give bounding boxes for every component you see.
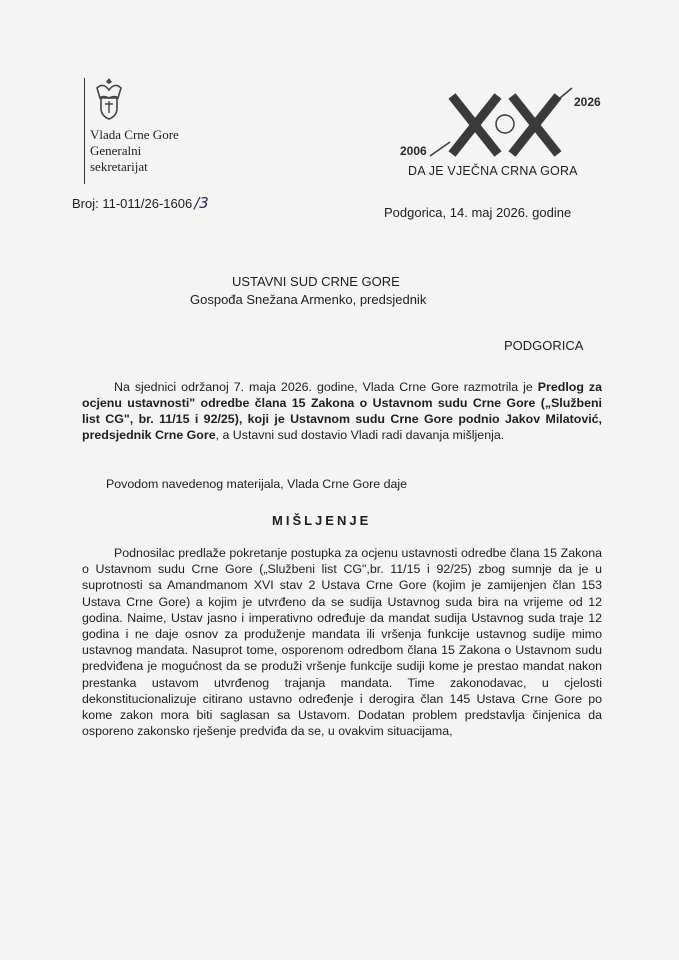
jubilee-motto: DA JE VJEČNA CRNA GORA bbox=[408, 164, 578, 178]
intro-part-c: , a Ustavni sud dostavio Vladi radi davanja mišljenja. bbox=[215, 428, 505, 442]
reference-handwritten-suffix: /3 bbox=[194, 194, 209, 212]
jubilee-year-start: 2006 bbox=[400, 144, 427, 158]
intro-part-bold: Predlog za ocjenu ustavnosti" odredbe člana 15 Zakona o Ustavnom sudu Crne Gore („Službeni list CG", br. 11/15 i 92/25), koji je Ustavnom sudu Crne Gore podnio Jakov Milatović, predsjednik Crne Gore bbox=[82, 380, 603, 442]
jubilee-year-end: 2026 bbox=[574, 95, 601, 109]
place-date: Podgorica, 14. maj 2026. godine bbox=[384, 205, 572, 220]
coat-of-arms-icon bbox=[91, 76, 127, 122]
gov-line-2: Generalni bbox=[90, 143, 142, 158]
paragraph-intro bbox=[82, 379, 602, 443]
intro-part-a: Na sjednici održanoj 7. maja 2026. godine, Vlada Crne Gore razmotrila je bbox=[114, 380, 538, 394]
paragraph-gives: Povodom navedenog materijala, Vlada Crne Gore daje bbox=[106, 477, 407, 491]
recipient-addressee: Gospođa Snežana Armenko, predsjednik bbox=[190, 292, 427, 307]
gov-line-1: Vlada Crne Gore bbox=[90, 127, 179, 142]
emblem-icon bbox=[496, 115, 514, 133]
reference-number bbox=[72, 194, 209, 212]
paragraph-opinion: Podnosilac predlaže pokretanje postupka za ocjenu ustavnosti odredbe člana 15 Zakona o Ustavnom sudu Crne Gore („Službeni list CG",br. 11/15 i 92/25) zbog sumnje da je u suprotnosti sa Amandmanom XVI stav 2 Ustava Crne Gore (kojim je zamijenjen član 153 Ustava Crne Gore) a kojim je utvrđeno da se sudija Ustavnog suda bira na vrijeme od 12 godina. Naime, Ustav jasno i imperativno određuje da mandat sudija Ustavnog suda traje 12 godina i ne daje osnov za produženje mandata ili vršenja funkcije ustavnog sudije mimo ustavnog mandata. Nasuprot tome, osporenom odredbom člana 15 Zakona o Ustavnom sudu predviđena je mogućnost da se produži vršenje funkcije sudiji kome je prestao mandat nakon prestanka ustavom utvrđenog trajanja mandata. Time zakonodavac, u cjelosti dekonstitucionalizuje citirano ustavno određenje i derogira član 145 Ustava Crne Gore po kome zakon mora biti saglasan sa Ustavom. Dodatan problem predstavlja činjenica da osporeno zakonsko rješenje predviđa da se, u ovakvim situacijama, bbox=[82, 546, 602, 739]
opinion-heading: MIŠLJENJE bbox=[272, 513, 372, 528]
reference-number-text: Broj: 11-011/26-1606 bbox=[72, 196, 193, 211]
header-divider bbox=[84, 78, 85, 184]
recipient-court: USTAVNI SUD CRNE GORE bbox=[232, 274, 400, 289]
recipient-city: PODGORICA bbox=[504, 338, 584, 353]
government-block bbox=[90, 127, 179, 175]
gov-line-3: sekretarijat bbox=[90, 159, 148, 174]
